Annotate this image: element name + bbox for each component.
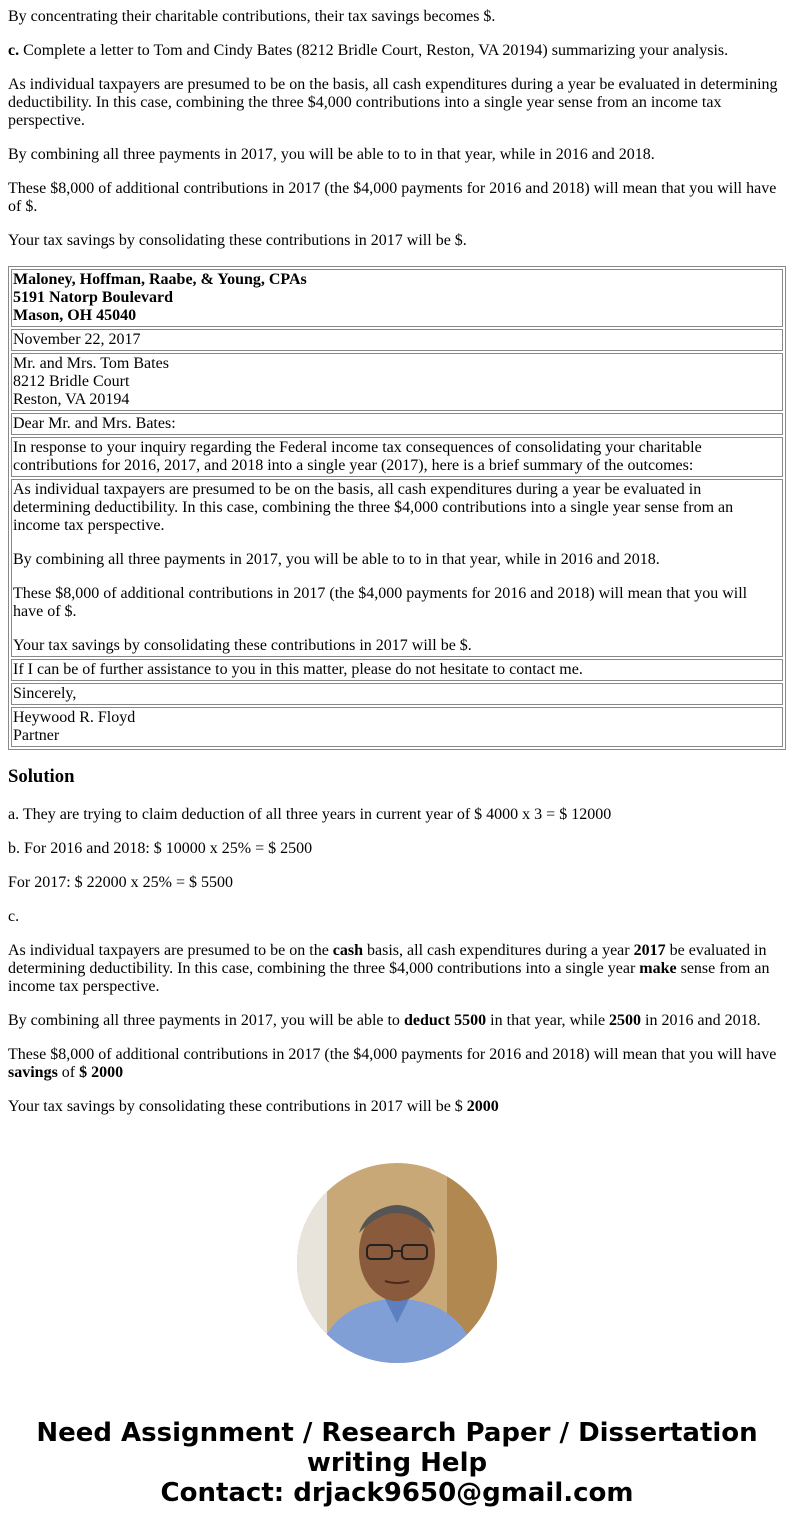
answer: deduct 5500 xyxy=(403,1012,487,1029)
letter-body-para-3: These $8,000 of additional contributions in 2017 (the $4,000 payments for 2016 and 2018) will mean that you will have of $. xyxy=(13,585,748,620)
letter-opening: In response to your inquiry regarding the Federal income tax consequences of consolidating your charitable contributions for 2016, 2017, and 2018 into a single year (2017), here is a brief summary of the outcomes: xyxy=(11,437,783,477)
text: By combining all three payments in 2017, you will be able to xyxy=(8,1012,404,1029)
letter-body-para-2: By combining all three payments in 2017, you will be able to to in that year, while in 2016 and 2018. xyxy=(13,551,660,568)
recipient-city: Reston, VA 20194 xyxy=(13,391,130,408)
answer: savings xyxy=(8,1064,58,1081)
text: in 2016 and 2018. xyxy=(641,1012,761,1029)
letter-body xyxy=(11,479,783,657)
answer: cash xyxy=(332,942,364,959)
part-c-label: c. xyxy=(8,42,20,59)
text: basis, all cash expenditures during a year xyxy=(363,942,634,959)
intro-savings: By concentrating their charitable contributions, their tax savings becomes $. xyxy=(8,8,496,25)
closing-offer: If I can be of further assistance to you in this matter, please do not hesitate to contact me. xyxy=(11,659,783,681)
solution-heading: Solution xyxy=(8,766,75,787)
letter-body-para-4: Your tax savings by consolidating these contributions in 2017 will be $. xyxy=(13,637,472,654)
intro-para-4: Your tax savings by consolidating these contributions in 2017 will be $. xyxy=(8,232,467,249)
solution-para-3 xyxy=(8,1046,786,1082)
signoff: Sincerely, xyxy=(11,683,783,705)
part-c-prompt xyxy=(8,42,786,60)
answer: 2017 xyxy=(633,942,666,959)
letter-table xyxy=(8,266,786,750)
solution-para-1 xyxy=(8,942,786,996)
solution-a: a. They are trying to claim deduction of all three years in current year of $ 4000 x 3 = $ 12000 xyxy=(8,806,612,823)
signature xyxy=(11,707,783,747)
solution-para-4 xyxy=(8,1098,786,1116)
recipient-address xyxy=(11,353,783,411)
recipient-name: Mr. and Mrs. Tom Bates xyxy=(13,355,169,372)
footer-promo xyxy=(8,1418,786,1508)
answer: 2000 xyxy=(466,1098,499,1115)
text: Your tax savings by consolidating these contributions in 2017 will be $ xyxy=(8,1098,467,1115)
firm-city: Mason, OH 45040 xyxy=(13,307,137,324)
text: sense from an income tax perspective. xyxy=(8,960,770,995)
text: in that year, while xyxy=(486,1012,610,1029)
answer: make xyxy=(639,960,677,977)
salutation: Dear Mr. and Mrs. Bates: xyxy=(11,413,783,435)
footer-contact: Contact: drjack9650@gmail.com xyxy=(160,1478,634,1508)
firm-street: 5191 Natorp Boulevard xyxy=(13,289,173,306)
letterhead xyxy=(11,269,783,327)
text: of xyxy=(57,1064,80,1081)
author-avatar xyxy=(297,1163,497,1363)
firm-name: Maloney, Hoffman, Raabe, & Young, CPAs xyxy=(13,271,307,288)
intro-para-2: By combining all three payments in 2017, you will be able to to in that year, while in 2016 and 2018. xyxy=(8,146,655,163)
letter-date: November 22, 2017 xyxy=(11,329,783,351)
answer: 2500 xyxy=(609,1012,642,1029)
solution-b2: For 2017: $ 22000 x 25% = $ 5500 xyxy=(8,874,234,891)
signer-title: Partner xyxy=(13,727,60,744)
footer-help-text: Need Assignment / Research Paper / Dissertation writing Help xyxy=(36,1418,758,1478)
text: As individual taxpayers are presumed to be on the xyxy=(8,942,333,959)
text: be evaluated in determining deductibility. In this case, combining the three $4,000 contributions into a single year xyxy=(8,942,767,977)
solution-c: c. xyxy=(8,908,20,925)
text: These $8,000 of additional contributions in 2017 (the $4,000 payments for 2016 and 2018) will mean that you will have xyxy=(8,1046,777,1063)
letter-body-para-1: As individual taxpayers are presumed to be on the basis, all cash expenditures during a year be evaluated in determining deductibility. In this case, combining the three $4,000 contributions into a single year sense from an income tax perspective. xyxy=(13,481,734,534)
recipient-street: 8212 Bridle Court xyxy=(13,373,130,390)
part-c-text: Complete a letter to Tom and Cindy Bates (8212 Bridle Court, Reston, VA 20194) summarizing your analysis. xyxy=(19,42,729,59)
solution-para-2 xyxy=(8,1012,786,1030)
intro-para-3: These $8,000 of additional contributions in 2017 (the $4,000 payments for 2016 and 2018) will mean that you will have of $. xyxy=(8,180,777,215)
answer: $ 2000 xyxy=(79,1064,124,1081)
intro-para-1: As individual taxpayers are presumed to be on the basis, all cash expenditures during a year be evaluated in determining deductibility. In this case, combining the three $4,000 contributions into a single year sense from an income tax perspective. xyxy=(8,76,778,129)
signer-name: Heywood R. Floyd xyxy=(13,709,136,726)
solution-b: b. For 2016 and 2018: $ 10000 x 25% = $ 2500 xyxy=(8,840,313,857)
